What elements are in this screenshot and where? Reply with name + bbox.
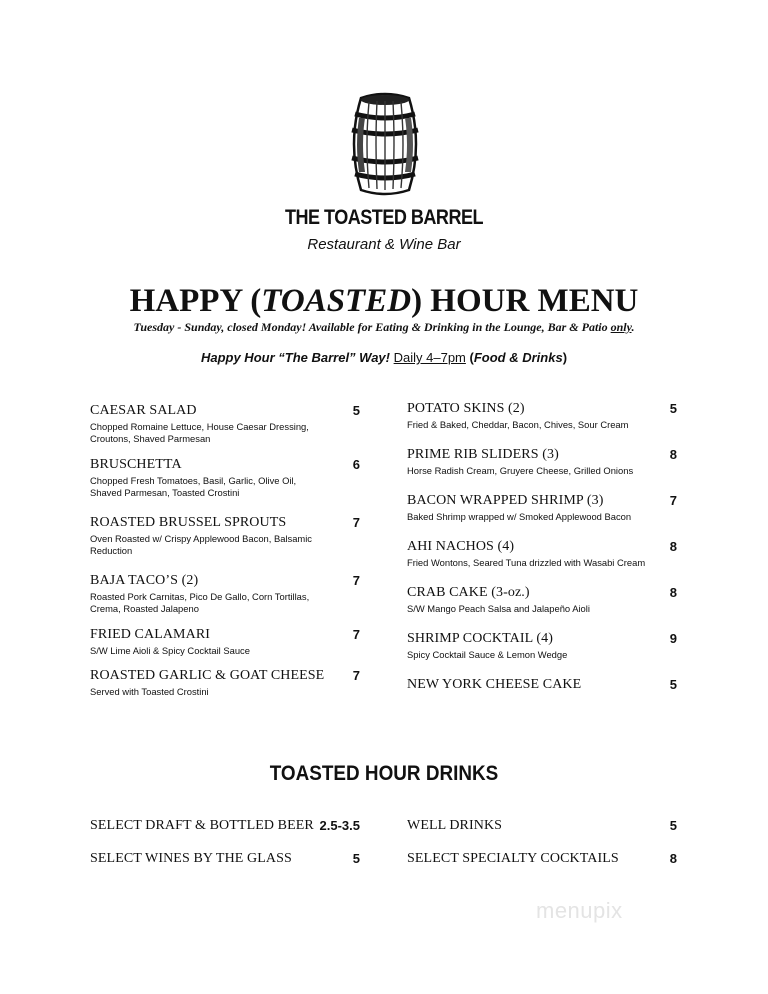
item-name: NEW YORK CHEESE CAKE [407, 677, 582, 692]
menu-item [407, 585, 657, 615]
item-price: 7 [352, 668, 360, 683]
item-description: Spicy Cocktail Sauce & Lemon Wedge [407, 649, 568, 660]
drink-name: SELECT WINES BY THE GLASS [90, 851, 292, 866]
item-description: Chopped Romaine Lettuce, House Caesar Dressing, Croutons, Shaved Parmesan [90, 421, 309, 444]
item-description: Fried & Baked, Cheddar, Bacon, Chives, Sour Cream [407, 419, 629, 430]
drink-price: 5 [669, 818, 677, 833]
item-name: POTATO SKINS (2) [407, 401, 525, 416]
menu-item [407, 631, 657, 661]
item-price: 7 [669, 493, 677, 508]
item-price: 8 [669, 585, 677, 600]
item-price: 5 [669, 401, 677, 416]
availability-end: . [631, 320, 635, 334]
item-name: ROASTED BRUSSEL SPROUTS [90, 515, 287, 530]
availability-note [0, 320, 768, 335]
item-name: PRIME RIB SLIDERS (3) [407, 447, 559, 462]
menu-item [407, 401, 657, 431]
happy-hour-line [0, 350, 768, 365]
menu-item [90, 457, 315, 499]
item-price: 7 [352, 573, 360, 588]
drink-item [407, 851, 632, 867]
item-name: CRAB CAKE (3-oz.) [407, 585, 530, 600]
item-name: AHI NACHOS (4) [407, 539, 515, 554]
item-description: Served with Toasted Crostini [90, 686, 209, 697]
item-description: S/W Mango Peach Salsa and Jalapeño Aioli [407, 603, 590, 614]
menu-item [407, 677, 657, 695]
item-description: Baked Shrimp wrapped w/ Smoked Applewood Bacon [407, 511, 632, 522]
paren-open: ( [465, 350, 474, 365]
drink-item [407, 818, 632, 834]
drink-name: SELECT DRAFT & BOTTLED BEER [90, 818, 314, 833]
item-description: Horse Radish Cream, Gruyere Cheese, Grilled Onions [407, 465, 634, 476]
item-price: 8 [669, 539, 677, 554]
happy-hour-times: Daily 4–7pm [393, 350, 466, 365]
item-price: 9 [669, 631, 677, 646]
availability-emphasis: only [610, 320, 632, 334]
item-name: BACON WRAPPED SHRIMP (3) [407, 493, 604, 508]
restaurant-tagline: Restaurant & Wine Bar [307, 236, 461, 253]
paren-close: ) [562, 350, 568, 365]
barrel-icon [347, 92, 423, 196]
item-price: 8 [669, 447, 677, 462]
item-price: 5 [669, 677, 677, 692]
menu-title-post: ) HOUR MENU [411, 283, 639, 319]
drink-item [90, 851, 315, 867]
drinks-section-title: TOASTED HOUR DRINKS [269, 762, 499, 785]
item-description: Fried Wontons, Seared Tuna drizzled with Wasabi Cream [407, 557, 646, 568]
restaurant-name: THE TOASTED BARREL [284, 206, 484, 229]
watermark: menupix [536, 898, 623, 923]
item-name: FRIED CALAMARI [90, 627, 211, 642]
drink-name: WELL DRINKS [407, 818, 503, 833]
drink-price: 5 [352, 851, 360, 866]
happy-hour-lead: Happy Hour “The Barrel” Way! [200, 350, 390, 365]
item-price: 5 [352, 403, 360, 418]
item-name: BRUSCHETTA [90, 457, 182, 472]
item-name: CAESAR SALAD [90, 403, 197, 418]
menu-item [90, 515, 315, 557]
item-description: Roasted Pork Carnitas, Pico De Gallo, Corn Tortillas, Crema, Roasted Jalapeno [90, 591, 310, 614]
menu-item [407, 493, 657, 523]
drink-price: 2.5-3.5 [319, 818, 360, 833]
item-price: 7 [352, 515, 360, 530]
item-description: Oven Roasted w/ Crispy Applewood Bacon, Balsamic Reduction [90, 533, 312, 556]
menu-title-italic: TOASTED [261, 283, 412, 319]
item-price: 7 [352, 627, 360, 642]
menu-item [90, 627, 315, 657]
menu-item [90, 668, 325, 698]
menu-title-pre: HAPPY ( [129, 283, 262, 319]
drink-name: SELECT SPECIALTY COCKTAILS [407, 851, 619, 866]
availability-text: Tuesday - Sunday, closed Monday! Available for Eating & Drinking in the Lounge, Bar & Patio [133, 320, 611, 334]
menu-title [0, 283, 768, 320]
item-description: S/W Lime Aioli & Spicy Cocktail Sauce [90, 645, 250, 656]
drink-item [90, 818, 315, 834]
menu-item [407, 447, 657, 477]
item-price: 6 [352, 457, 360, 472]
item-description: Chopped Fresh Tomatoes, Basil, Garlic, Olive Oil, Shaved Parmesan, Toasted Crostini [90, 475, 297, 498]
item-name: BAJA TACO’S (2) [90, 573, 199, 588]
menu-item [90, 573, 315, 615]
happy-hour-scope: Food & Drinks [473, 350, 563, 365]
item-name: ROASTED GARLIC & GOAT CHEESE [90, 668, 325, 683]
drink-price: 8 [669, 851, 677, 866]
item-name: SHRIMP COCKTAIL (4) [407, 631, 553, 646]
menu-item [407, 539, 657, 569]
menu-item [90, 403, 315, 445]
